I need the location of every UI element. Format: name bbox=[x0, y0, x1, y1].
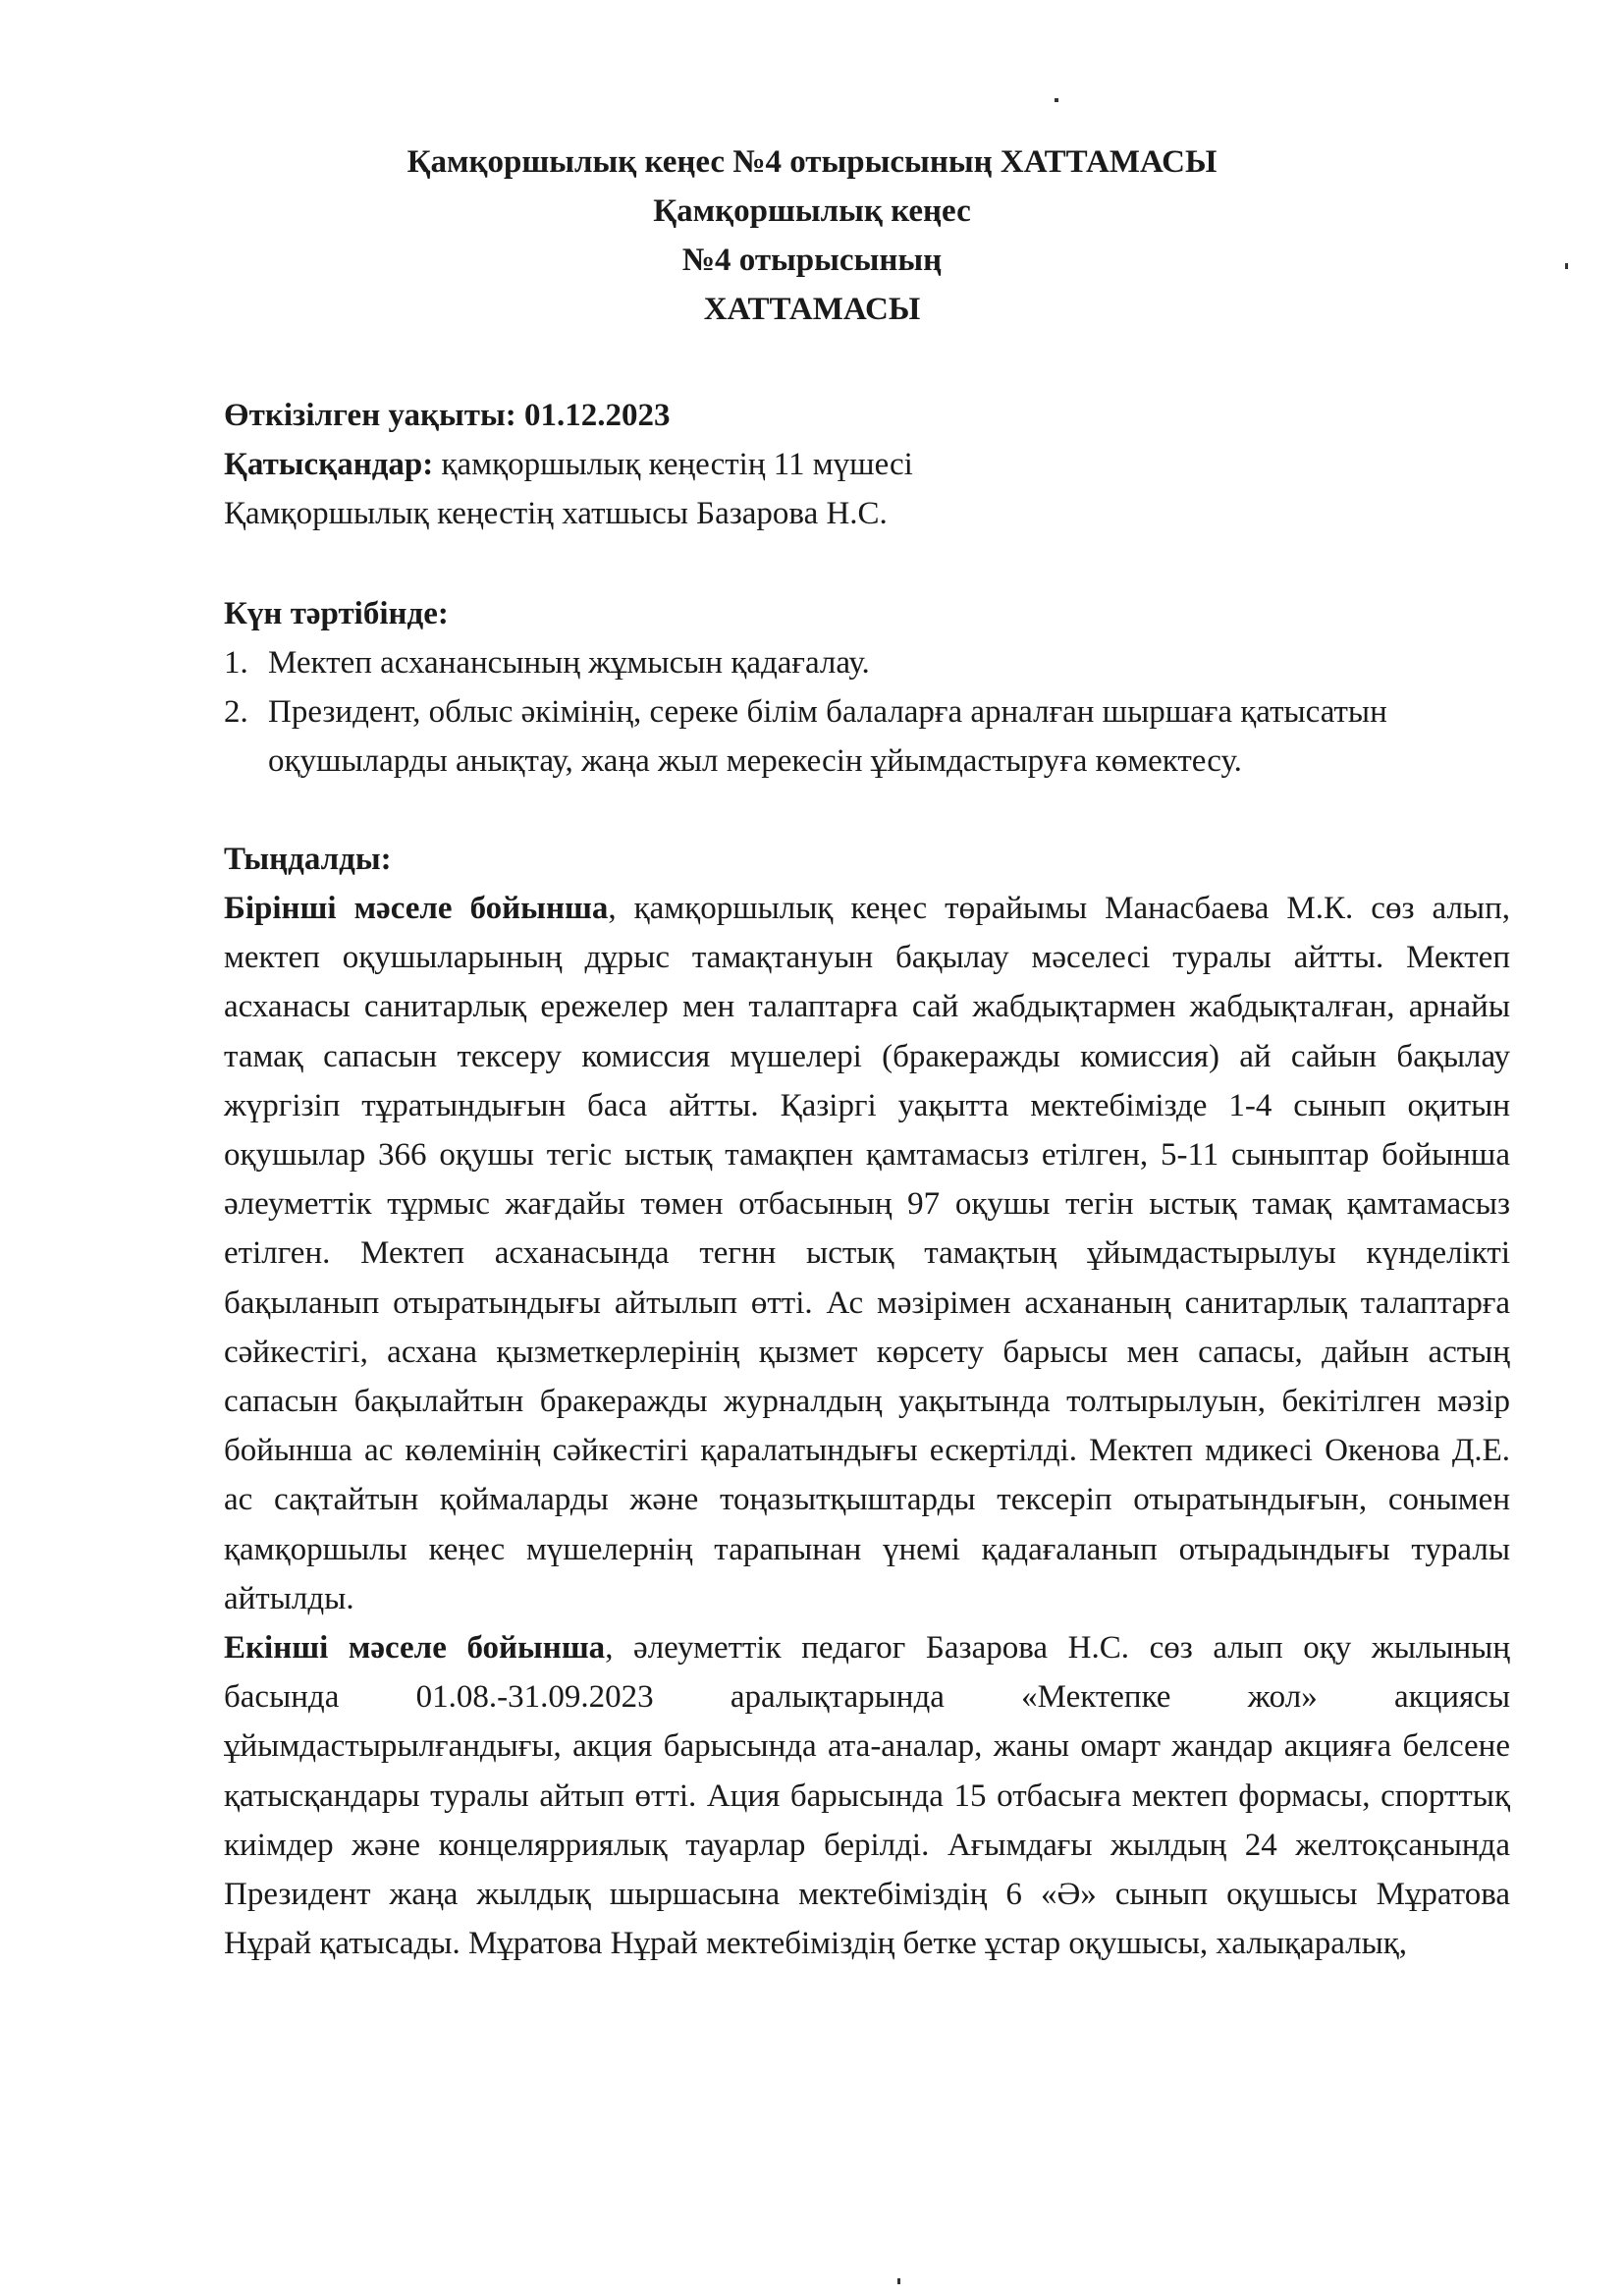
paragraph-first-issue bbox=[224, 884, 1510, 1623]
meeting-meta bbox=[224, 391, 1510, 538]
paragraph-lead: Екінші мәселе бойынша bbox=[224, 1630, 606, 1667]
agenda-item-number: 1. bbox=[224, 645, 248, 681]
title-line-2: Қамқоршылық кеңес bbox=[653, 193, 971, 229]
scan-speck bbox=[897, 2278, 900, 2284]
title-line-1: Қамқоршылық кеңес №4 отырысының ХАТТАМАСЫ bbox=[406, 144, 1218, 180]
agenda-list bbox=[224, 638, 1500, 786]
agenda-title: Күн тәртібінде: bbox=[224, 596, 449, 631]
heard-title: Тыңдалды: bbox=[224, 842, 392, 877]
agenda-item bbox=[224, 687, 1500, 786]
participants-value: қамқоршылық кеңестің 11 мүшесі bbox=[433, 447, 913, 482]
scan-speck bbox=[1055, 98, 1058, 102]
minutes-body bbox=[224, 884, 1510, 1968]
meeting-date: Өткізілген уақыты: 01.12.2023 bbox=[224, 398, 671, 433]
title-line-4: ХАТТАМАСЫ bbox=[703, 292, 921, 327]
agenda-item-text: Мектеп асханансының жұмысын қадағалау. bbox=[268, 645, 870, 681]
paragraph-text: , қамқоршылық кеңес төрайымы Манасбаева М.К. сөз алып, мектеп оқушыларының дұрыс тамақтануын бақылау мәселесі туралы айтты. Мектеп асханасы санитарлық ережелер мен талаптарға сай жабдықтармен жабдықталған, арнайы тамақ сапасын тексеру комиссия мүшелері (бракеражды комиссия) ай сайын бақылау жүргізіп тұратындығын баса айтты. Қазіргі уақытта мектебімізде 1-4 сынып оқитын оқушылар 366 оқушы тегіс ыстық тамақпен қамтамасыз етілген, 5-11 сыныптар бойынша әлеуметтік тұрмыс жағдайы төмен отбасының 97 оқушы тегін ыстық тамақ қамтамасыз етілген. Мектеп асханасында тегнн ыстық тамақтың ұйымдастырылуы күнделікті бақыланып отыратындығы айтылып өтті. Ас мәзірімен асхананың санитарлық талаптарға сәйкестігі, асхана қызметкерлерінің қызмет көрсету барысы мен сапасы, дайын астың сапасын бақылайтын бракеражды журналдың уақытында толтырылуын, бекітілген мәзір бойынша ас көлемінің сәйкестігі қаралатындығы ескертілді. Мектеп мдикесі Окенова Д.Е. ас сақтайтын қоймаларды және тоңазытқыштарды тексеріп отыратындығын, сонымен қамқоршылы кеңес мүшелернің тарапынан үнемі қадағаланып отырадындығы туралы айтылды. bbox=[224, 891, 1511, 1616]
paragraph-second-issue bbox=[224, 1623, 1510, 1968]
secretary-line: Қамқоршылық кеңестің хатшысы Базарова Н.С. bbox=[224, 496, 888, 531]
paragraph-lead: Бірінші мәселе бойынша bbox=[224, 891, 609, 926]
scan-speck bbox=[1565, 263, 1568, 269]
participants-line bbox=[224, 440, 1510, 489]
document-title bbox=[0, 137, 1624, 334]
agenda-item bbox=[224, 638, 1500, 687]
agenda-item-text: Президент, облыс әкімінің, сереке білім балаларға арналған шыршаға қатысатын оқушыларды анықтау, жаңа жыл мерекесін ұйымдастыруға көмектесу. bbox=[268, 694, 1387, 779]
agenda-item-number: 2. bbox=[224, 694, 248, 730]
paragraph-text: , әлеуметтік педагог Базарова Н.С. сөз алып оқу жылының басында 01.08.-31.09.2023 аралықтарында «Мектепке жол» акциясы ұйымдастырылғандығы, акция барысында ата-аналар, жаны омарт жандар акцияға белсене қатысқандары туралы айтып өтті. Ация барысында 15 отбасыға мектеп формасы, спорттық киімдер және концелярриялық тауарлар берілді. Ағымдағы жылдың 24 желтоқсанында Президент жаңа жылдық шыршасына мектебіміздің 6 «Ә» сынып оқушысы Мұратова Нұрай қатысады. Мұратова Нұрай мектебіміздің бетке ұстар оқушысы, халықаралық, bbox=[224, 1630, 1511, 1962]
participants-label: Қатысқандар: bbox=[224, 447, 434, 482]
title-line-3: №4 отырысының bbox=[681, 243, 943, 278]
